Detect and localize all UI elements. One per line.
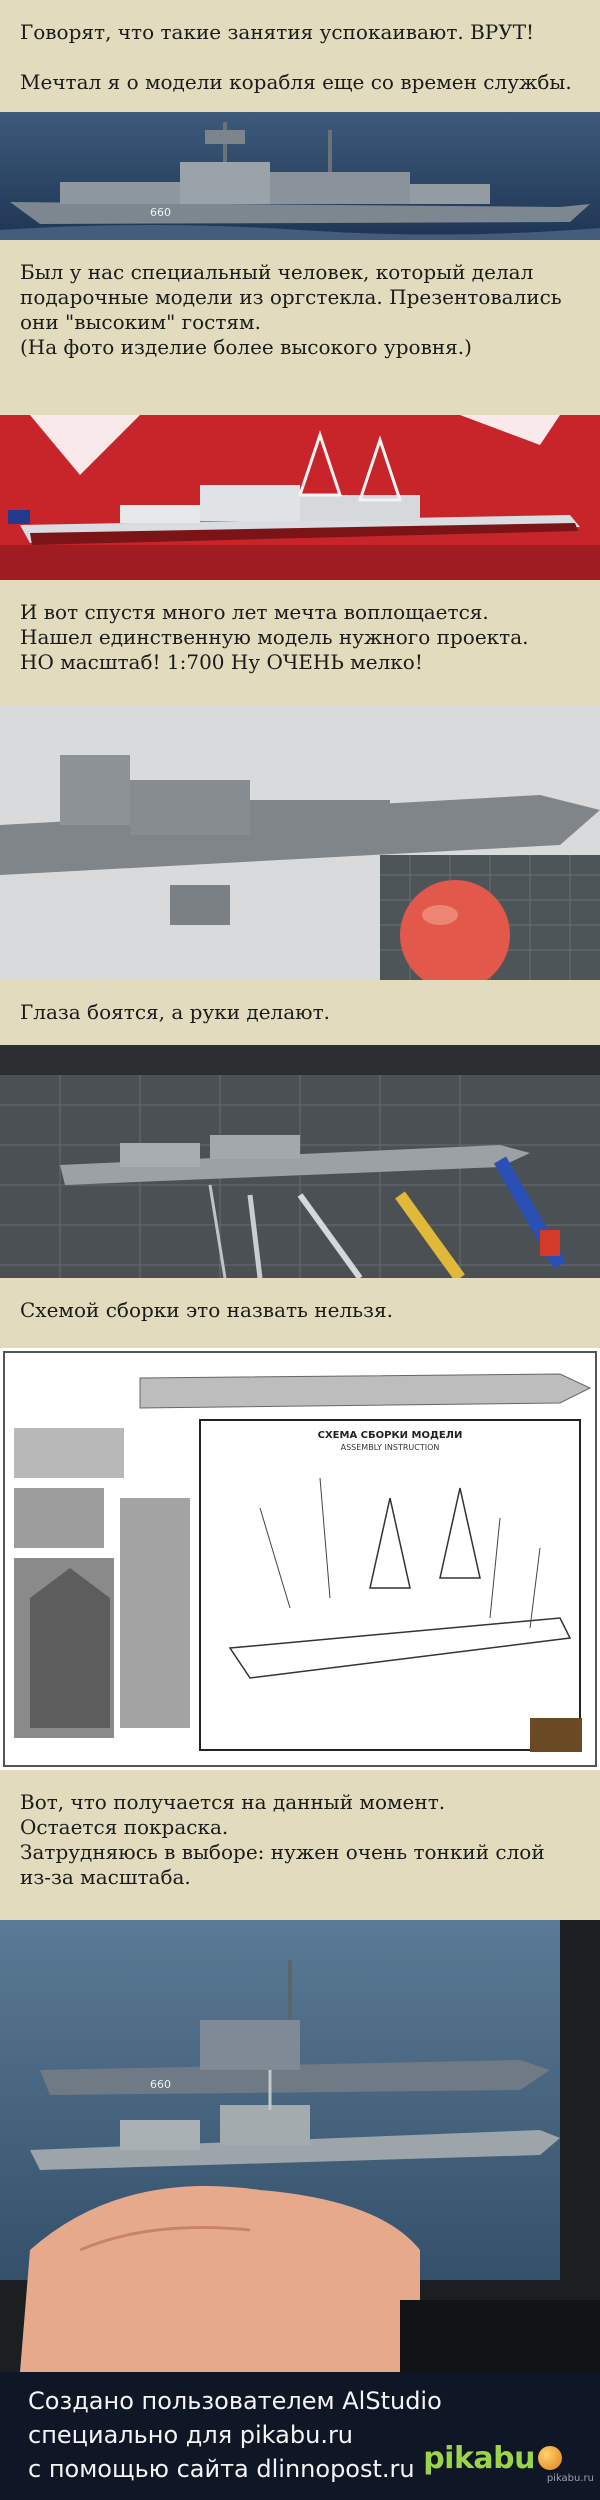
instruction-subtitle: ASSEMBLY INSTRUCTION [340,1443,440,1452]
footer-line: Создано пользователем AlStudio [28,2387,442,2415]
assembly-text [0,1278,600,1348]
logo-text: pikabu [423,2441,535,2476]
text-line: они "высоким" гостям. [20,310,261,334]
text-line: (На фото изделие более высокого уровня.) [20,335,472,359]
eyes-fear-text [0,980,600,1045]
hull-number: 660 [150,206,171,219]
photo-instruction-sheet [0,1348,600,1770]
watermark: pikabu.ru [546,2473,594,2484]
gift-models-text [0,240,600,415]
text-line: подарочные модели из оргстекла. Презентовались [20,285,562,309]
text-line: из-за масштаба. [20,1865,191,1889]
text-line: Был у нас специальный человек, который делал [20,260,534,284]
photo-ship-at-sea [0,112,600,240]
text-line: НО масштаб! 1:700 Ну ОЧЕНЬ мелко! [20,650,423,674]
photo-model-in-hand [0,1920,600,2372]
footer-credits [0,2372,600,2500]
current-state-text [0,1770,600,1920]
text-line: Мечтал я о модели корабля еще со времен службы. [20,70,572,94]
text-line: Глаза боятся, а руки делают. [20,1000,331,1024]
photo-kit-closeup [0,705,600,980]
hull-number: 660 [150,2078,171,2091]
text-line: Схемой сборки это назвать нельзя. [20,1298,393,1322]
footer-line: специально для pikabu.ru [28,2421,354,2449]
text-line: Говорят, что такие занятия успокаивают. ВРУТ! [20,20,535,44]
instruction-title: СХЕМА СБОРКИ МОДЕЛИ [317,1430,463,1441]
text-line: И вот спустя много лет мечта воплощается. [20,600,489,624]
footer-line: с помощью сайта dlinnopost.ru [28,2455,415,2483]
text-line: Вот, что получается на данный момент. [20,1790,446,1814]
kit-found-text [0,580,600,705]
text-line: Затрудняюсь в выборе: нужен очень тонкий слой [20,1840,545,1864]
intro-text [0,0,600,112]
photo-tools-and-hull [0,1045,600,1278]
photo-gift-model [0,415,600,580]
pikabu-logo[interactable] [423,2442,562,2476]
text-line: Остается покраска. [20,1815,229,1839]
text-line: Нашел единственную модель нужного проекта. [20,625,529,649]
